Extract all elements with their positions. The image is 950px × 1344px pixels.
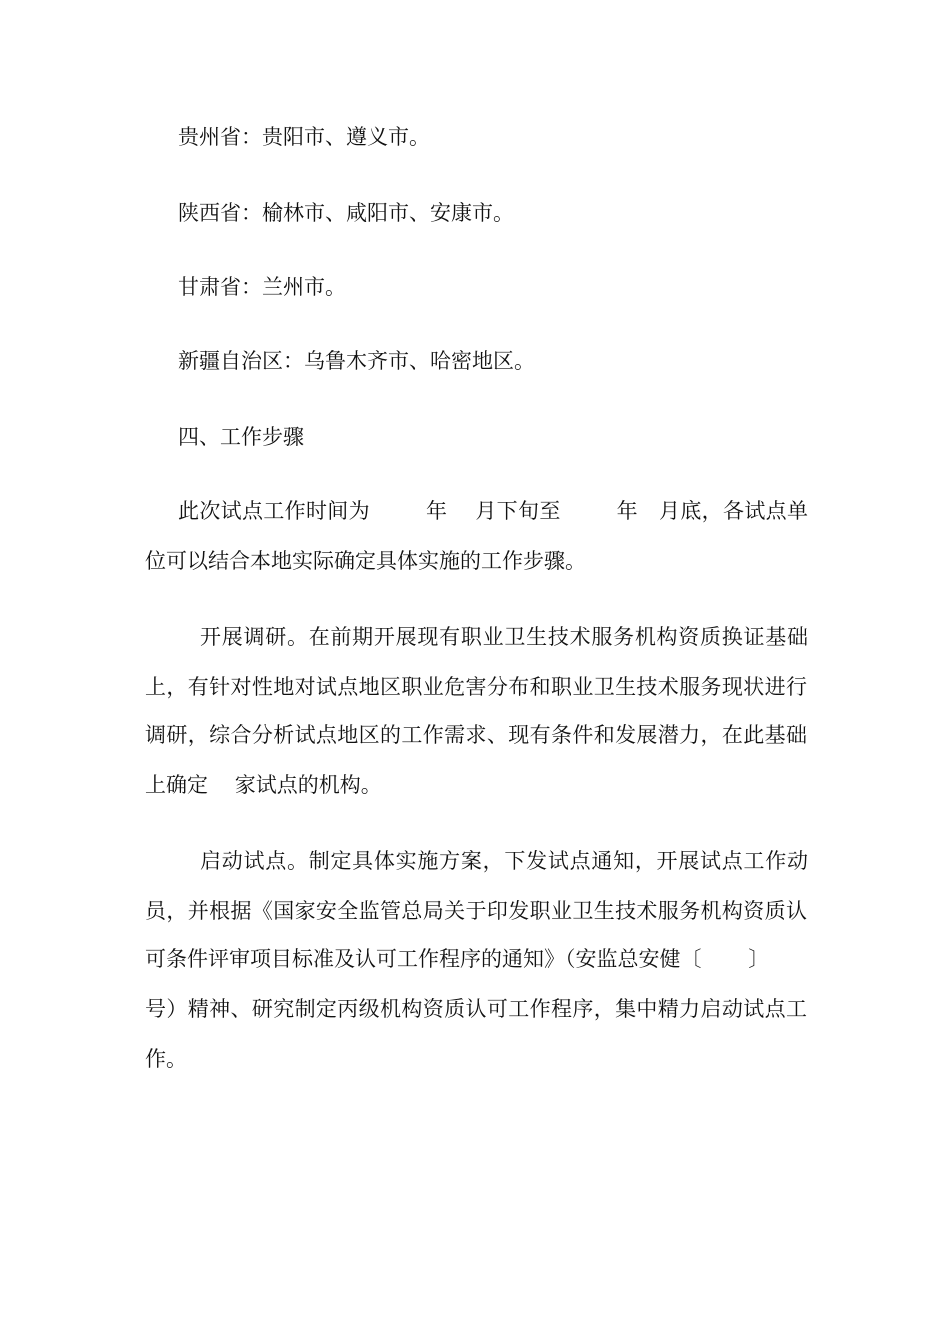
text-line-gansu: 甘肃省：兰州市。 (178, 275, 346, 299)
section-heading-work-steps: 四、工作步骤 (178, 425, 304, 449)
paragraph-launch-line-4: 号）精神、研究制定丙级机构资质认可工作程序，集中精力启动试点工 (145, 997, 807, 1021)
paragraph-timeframe-line-2: 位可以结合本地实际确定具体实施的工作步骤。 (145, 549, 586, 573)
paragraph-research-line-2: 上，有针对性地对试点地区职业危害分布和职业卫生技术服务现状进行 (145, 675, 807, 699)
text-line-shaanxi: 陕西省：榆林市、咸阳市、安康市。 (178, 201, 514, 225)
paragraph-research-line-4: 上确定 家试点的机构。 (145, 773, 382, 797)
paragraph-launch-line-2: 员，并根据《国家安全监管总局关于印发职业卫生技术服务机构资质认 (145, 899, 807, 923)
paragraph-launch-line-5: 作。 (145, 1047, 187, 1071)
paragraph-research-line-3: 调研，综合分析试点地区的工作需求、现有条件和发展潜力，在此基础 (145, 723, 807, 747)
paragraph-launch-line-1: 启动试点。制定具体实施方案，下发试点通知，开展试点工作动 (200, 849, 808, 873)
paragraph-timeframe-line-1: 此次试点工作时间为 年 月下旬至 年 月底，各试点单 (178, 499, 808, 523)
paragraph-research-line-1: 开展调研。在前期开展现有职业卫生技术服务机构资质换证基础 (200, 625, 808, 649)
text-line-xinjiang: 新疆自治区：乌鲁木齐市、哈密地区。 (178, 349, 535, 373)
text-line-guizhou: 贵州省：贵阳市、遵义市。 (178, 125, 430, 149)
paragraph-launch-line-3: 可条件评审项目标准及认可工作程序的通知》（安监总安健〔 〕 (145, 947, 770, 971)
